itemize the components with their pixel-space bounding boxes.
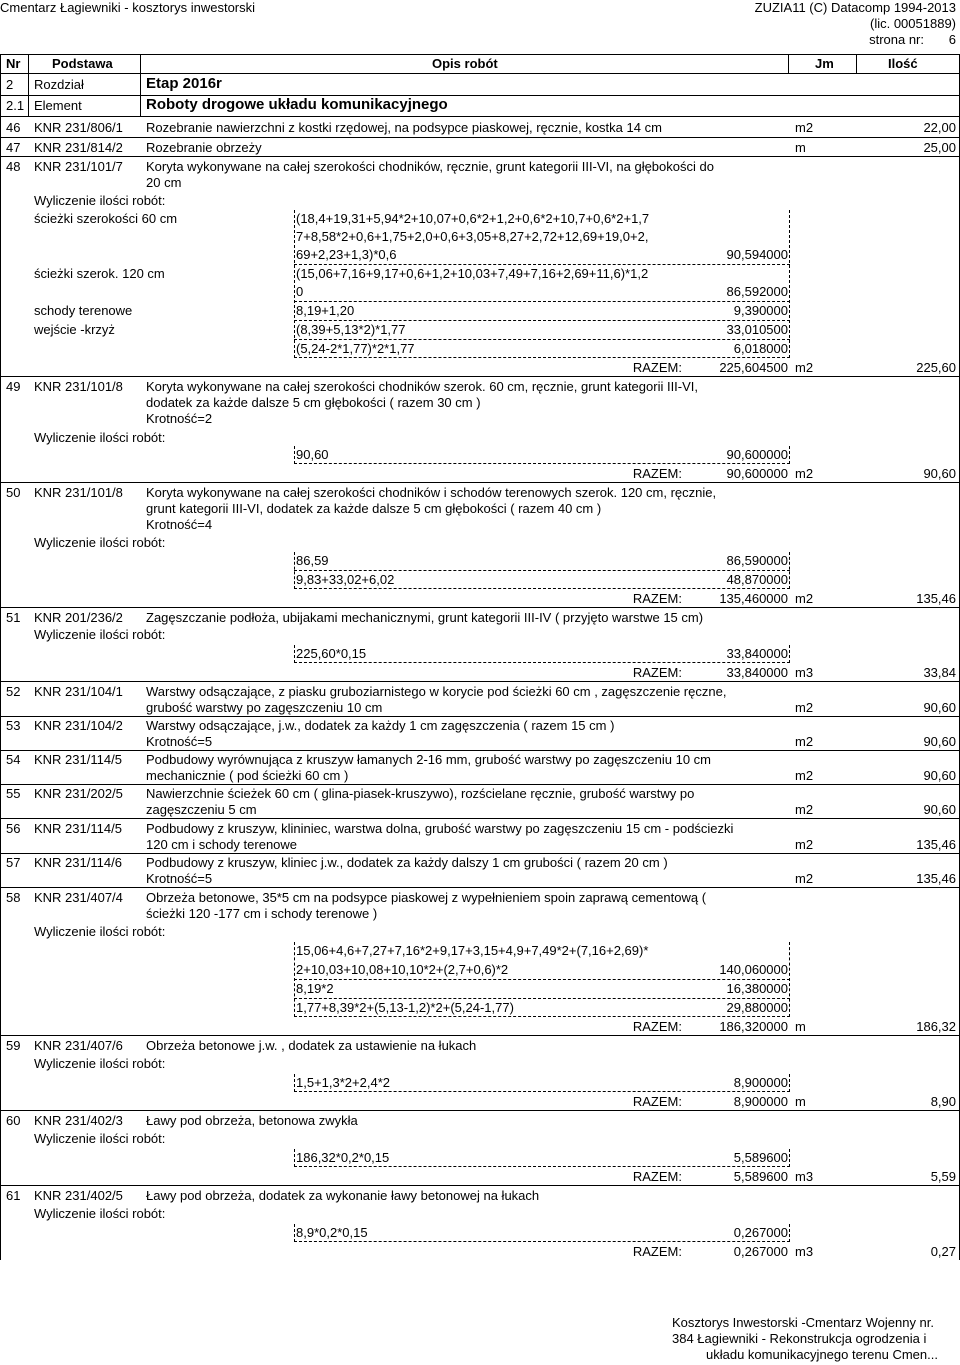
item-59-razem-label: RAZEM:: [632, 1094, 682, 1109]
item-60-razem-value: 5,589600: [733, 1169, 788, 1184]
item-48-c1-formula-3: 69+2,23+1,3)*0,6: [296, 247, 397, 262]
item-50-razem-value: 135,460000: [719, 591, 788, 606]
item-55-jm: m2: [795, 802, 814, 817]
item-60-kod: KNR 231/402/3: [34, 1113, 123, 1128]
item-48-c1-formula-1: (18,4+19,31+5,94*2+10,07+0,6*2+1,2+0,6*2+10,7+0,6*2+1,7: [296, 211, 650, 226]
item-48-opis2: 20 cm: [146, 175, 182, 190]
item-56-ilosc: 135,46: [916, 837, 956, 852]
item-49-nr: 49: [6, 379, 21, 394]
item-57-jm: m2: [795, 871, 814, 886]
item-54-jm: m2: [795, 768, 814, 783]
item-53-jm: m2: [795, 734, 814, 749]
item-61-c1-value: 0,267000: [733, 1225, 788, 1240]
item-49-razem-label: RAZEM:: [632, 466, 682, 481]
item-48-ilosc: 225,60: [916, 360, 956, 375]
rozdzial-label: Rozdział: [34, 77, 84, 92]
item-50-ilosc: 135,46: [916, 591, 956, 606]
item-56-opis1: Podbudowy z kruszyw, klininiec, warstwa dolna, grubość warstwy po zagęszczeniu 15 cm - podściezki: [146, 821, 734, 836]
item-48-kod: KNR 231/101/7: [34, 159, 123, 174]
item-48-c1-formula-2: 7+8,58*2+0,6+1,75+2,0+0,6+3,05+8,27+2,72+12,69+19,0+2,: [296, 229, 649, 244]
item-48-opis1: Koryta wykonywane na całej szerokości chodników, ręcznie, grunt kategorii III-VI, na głębokości do: [146, 159, 714, 174]
item-53-ilosc: 90,60: [923, 734, 956, 749]
item-60-wyliczenie: Wyliczenie ilości robót:: [34, 1131, 166, 1146]
item-61-wyliczenie: Wyliczenie ilości robót:: [34, 1206, 166, 1221]
item-48-c3-value: 9,390000: [733, 303, 788, 318]
item-54-nr: 54: [6, 752, 21, 767]
item-61-c1-formula: 8,9*0,2*0,15: [296, 1225, 368, 1240]
item-60-opis1: Ławy pod obrzeża, betonowa zwykła: [146, 1113, 358, 1128]
element-label: Element: [34, 98, 82, 113]
item-58-opis2: ścieżki 120 -177 cm i schody terenowe ): [146, 906, 378, 921]
item-59-wyliczenie: Wyliczenie ilości robót:: [34, 1056, 166, 1071]
item-48-c2-value: 86,592000: [726, 284, 788, 299]
item-50-c2-formula: 9,83+33,02+6,02: [296, 572, 395, 587]
item-59-nr: 59: [6, 1038, 21, 1053]
item-51-wyliczenie: Wyliczenie ilości robót:: [34, 627, 166, 642]
item-52-kod: KNR 231/104/1: [34, 684, 123, 699]
item-53-nr: 53: [6, 718, 21, 733]
item-48-c4-label: wejście -krzyż: [34, 322, 115, 337]
item-61-nr: 61: [6, 1188, 21, 1203]
rozdzial-nr: 2: [6, 77, 14, 92]
item-49-opis1: Koryta wykonywane na całej szerokości chodników szerok. 60 cm, ręcznie, grunt kategorii III-VI,: [146, 379, 699, 394]
item-46-ilosc: 22,00: [923, 120, 956, 135]
item-59-jm: m: [795, 1094, 806, 1109]
item-49-ilosc: 90,60: [923, 466, 956, 481]
item-58-opis1: Obrzeża betonowe, 35*5 cm na podsypce piaskowej z wypełnieniem spoin zaprawą cementową (: [146, 890, 707, 905]
item-58-c2-value: 16,380000: [726, 981, 788, 996]
item-50-c1-formula: 86,59: [296, 553, 329, 568]
col-ilosc: Ilość: [888, 56, 918, 71]
item-48-nr: 48: [6, 159, 21, 174]
item-48-wyliczenie: Wyliczenie ilości robót:: [34, 193, 166, 208]
item-48-razem-label: RAZEM:: [632, 360, 682, 375]
item-52-jm: m2: [795, 700, 814, 715]
col-podstawa: Podstawa: [52, 56, 113, 71]
item-61-ilosc: 0,27: [930, 1244, 956, 1259]
item-61-jm: m3: [795, 1244, 814, 1259]
item-48-c4-formula: (8,39+5,13*2)*1,77: [296, 322, 406, 337]
item-56-jm: m2: [795, 837, 814, 852]
page-number: 6: [948, 32, 956, 47]
item-48-c2-label: ścieżki szerok. 120 cm: [34, 266, 165, 281]
item-47-kod: KNR 231/814/2: [34, 140, 123, 155]
col-jm: Jm: [815, 56, 834, 71]
item-48-razem-value: 225,604500: [719, 360, 788, 375]
item-55-kod: KNR 231/202/5: [34, 786, 123, 801]
item-46-kod: KNR 231/806/1: [34, 120, 123, 135]
element-nr: 2.1: [6, 98, 25, 113]
item-61-opis1: Ławy pod obrzeża, dodatek za wykonanie ławy betonowej na łukach: [146, 1188, 540, 1203]
item-48-c2-formula-1: (15,06+7,16+9,17+0,6+1,2+10,03+7,49+7,16+2,69+11,6)*1,2: [296, 266, 649, 281]
item-49-opis2: dodatek za każde dalsze 5 cm głębokości ( razem 30 cm ): [146, 395, 481, 410]
element-title: Roboty drogowe układu komunikacyjnego: [146, 96, 448, 113]
item-52-opis1: Warstwy odsączające, z piasku gruboziarnistego w korycie pod ścieżki 60 cm , zagęszczenie ręczne,: [146, 684, 727, 699]
item-52-nr: 52: [6, 684, 21, 699]
item-55-nr: 55: [6, 786, 21, 801]
item-50-opis2: grunt kategorii III-VI, dodatek za każde dalsze 5 cm głębokości ( razem 40 cm ): [146, 501, 602, 516]
item-59-opis1: Obrzeża betonowe j.w. , dodatek za ustawienie na łukach: [146, 1038, 477, 1053]
item-51-c1-formula: 225,60*0,15: [296, 646, 367, 661]
item-60-razem-label: RAZEM:: [632, 1169, 682, 1184]
item-54-kod: KNR 231/114/5: [34, 752, 122, 767]
item-58-jm: m: [795, 1019, 806, 1034]
item-51-kod: KNR 201/236/2: [34, 610, 123, 625]
item-60-nr: 60: [6, 1113, 21, 1128]
item-58-c2-formula: 8,19*2: [296, 981, 334, 996]
item-49-kod: KNR 231/101/8: [34, 379, 123, 394]
item-49-c1-formula: 90,60: [296, 447, 329, 462]
item-50-razem-label: RAZEM:: [632, 591, 682, 606]
item-50-opis1: Koryta wykonywane na całej szerokości chodników i schodów terenowych szerok. 120 cm, ręcznie,: [146, 485, 717, 500]
item-49-jm: m2: [795, 466, 814, 481]
page-label: strona nr:: [869, 32, 924, 47]
item-53-kod: KNR 231/104/2: [34, 718, 123, 733]
item-61-kod: KNR 231/402/5: [34, 1188, 123, 1203]
item-48-c4-value: 33,010500: [726, 322, 788, 337]
item-60-jm: m3: [795, 1169, 814, 1184]
item-48-c1-label: ścieżki szerokości 60 cm: [34, 211, 178, 226]
item-54-opis1: Podbudowy wyrównująca z kruszyw łamanych 2-16 mm, grubość warstwy po zagęszczeniu 10 cm: [146, 752, 712, 767]
item-58-c1-value: 140,060000: [719, 962, 788, 977]
item-51-razem-value: 33,840000: [726, 665, 788, 680]
item-55-opis2: zagęszczeniu 5 cm: [146, 802, 257, 817]
footer-line-3: układu komunikacyjnego terenu Cmen...: [706, 1347, 938, 1362]
item-51-c1-value: 33,840000: [726, 646, 788, 661]
item-48-c1-value: 90,594000: [726, 247, 788, 262]
item-49-wyliczenie: Wyliczenie ilości robót:: [34, 430, 166, 445]
item-53-opis1: Warstwy odsączające, j.w., dodatek za każdy 1 cm zagęszczenia ( razem 15 cm ): [146, 718, 615, 733]
item-48-c5-value: 6,018000: [733, 341, 788, 356]
item-59-c1-value: 8,900000: [733, 1075, 788, 1090]
item-50-nr: 50: [6, 485, 21, 500]
item-47-jm: m: [795, 140, 806, 155]
item-60-ilosc: 5,59: [930, 1169, 956, 1184]
item-48-c3-formula: 8,19+1,20: [296, 303, 355, 318]
item-48-jm: m2: [795, 360, 814, 375]
item-48-c5-formula: (5,24-2*1,77)*2*1,77: [296, 341, 415, 356]
item-48-c2-formula-2: 0: [296, 284, 304, 299]
item-60-c1-value: 5,589600: [733, 1150, 788, 1165]
item-58-ilosc: 186,32: [916, 1019, 956, 1034]
software-info: ZUZIA11 (C) Datacomp 1994-2013: [754, 0, 956, 15]
item-47-ilosc: 25,00: [923, 140, 956, 155]
item-51-razem-label: RAZEM:: [632, 665, 682, 680]
item-46-opis: Rozebranie nawierzchni z kostki rzędowej, na podsypce piaskowej, ręcznie, kostka 14 cm: [146, 120, 662, 135]
item-46-nr: 46: [6, 120, 21, 135]
item-47-opis: Rozebranie obrzeży: [146, 140, 262, 155]
item-58-razem-value: 186,320000: [719, 1019, 788, 1034]
item-58-nr: 58: [6, 890, 21, 905]
item-58-c1-formula-1: 15,06+4,6+7,27+7,16*2+9,17+3,15+4,9+7,49*2+(7,16+2,69)*: [296, 943, 649, 958]
item-54-opis2: mechanicznie ( pod ścieżki 60 cm ): [146, 768, 349, 783]
item-57-nr: 57: [6, 855, 21, 870]
item-46-jm: m2: [795, 120, 814, 135]
item-50-c1-value: 86,590000: [726, 553, 788, 568]
item-56-opis2: 120 cm i schody terenowe: [146, 837, 298, 852]
item-58-wyliczenie: Wyliczenie ilości robót:: [34, 924, 166, 939]
footer-line-1: Kosztorys Inwestorski -Cmentarz Wojenny nr.: [672, 1315, 935, 1330]
item-55-ilosc: 90,60: [923, 802, 956, 817]
item-50-jm: m2: [795, 591, 814, 606]
doc-title: Cmentarz Łagiewniki - kosztorys inwestorski: [0, 0, 256, 15]
item-52-opis2: grubość warstwy po zagęszczeniu 10 cm: [146, 700, 383, 715]
item-50-wyliczenie: Wyliczenie ilości robót:: [34, 535, 166, 550]
item-53-opis2: Krotność=5: [146, 734, 213, 749]
item-49-krotnosc: Krotność=2: [146, 411, 213, 426]
item-59-ilosc: 8,90: [930, 1094, 956, 1109]
item-52-ilosc: 90,60: [923, 700, 956, 715]
item-59-kod: KNR 231/407/6: [34, 1038, 123, 1053]
item-51-ilosc: 33,84: [923, 665, 956, 680]
item-59-razem-value: 8,900000: [733, 1094, 788, 1109]
item-50-c2-value: 48,870000: [726, 572, 788, 587]
item-51-opis1: Zagęszczanie podłoża, ubijakami mechanicznymi, grunt kategorii III-IV ( przyjęto warstwe 15 cm): [146, 610, 704, 625]
item-58-c1-formula-2: 2+10,03+10,08+10,10*2+(2,7+0,6)*2: [296, 962, 509, 977]
item-54-ilosc: 90,60: [923, 768, 956, 783]
item-57-ilosc: 135,46: [916, 871, 956, 886]
item-57-kod: KNR 231/114/6: [34, 855, 122, 870]
item-48-c3-label: schody terenowe: [34, 303, 133, 318]
item-50-kod: KNR 231/101/8: [34, 485, 123, 500]
item-57-opis2: Krotność=5: [146, 871, 213, 886]
item-56-nr: 56: [6, 821, 21, 836]
item-60-c1-formula: 186,32*0,2*0,15: [296, 1150, 390, 1165]
item-57-opis1: Podbudowy z kruszyw, kliniec j.w., dodatek za każdy dalszy 1 cm grubości ( razem 20 cm ): [146, 855, 668, 870]
item-58-razem-label: RAZEM:: [632, 1019, 682, 1034]
item-61-razem-label: RAZEM:: [632, 1244, 682, 1259]
item-61-razem-value: 0,267000: [733, 1244, 788, 1259]
col-opis: Opis robót: [432, 56, 498, 71]
item-49-razem-value: 90,600000: [726, 466, 788, 481]
col-nr: Nr: [6, 56, 21, 71]
footer-line-2: 384 Łagiewniki - Rekonstrukcja ogrodzenia i: [672, 1331, 927, 1346]
item-47-nr: 47: [6, 140, 21, 155]
item-55-opis1: Nawierzchnie ścieżek 60 cm ( glina-piasek-kruszywo), rozścielane ręcznie, grubość warstwy po: [146, 786, 695, 801]
item-59-c1-formula: 1,5+1,3*2+2,4*2: [296, 1075, 390, 1090]
item-51-jm: m3: [795, 665, 814, 680]
item-56-kod: KNR 231/114/5: [34, 821, 122, 836]
item-50-krotnosc: Krotność=4: [146, 517, 213, 532]
rozdzial-title: Etap 2016r: [146, 75, 222, 92]
license-info: (lic. 00051889): [870, 16, 956, 31]
item-58-c3-formula: 1,77+8,39*2+(5,13-1,2)*2+(5,24-1,77): [296, 1000, 514, 1015]
item-51-nr: 51: [6, 610, 21, 625]
item-58-c3-value: 29,880000: [726, 1000, 788, 1015]
item-58-kod: KNR 231/407/4: [34, 890, 123, 905]
item-49-c1-value: 90,600000: [726, 447, 788, 462]
